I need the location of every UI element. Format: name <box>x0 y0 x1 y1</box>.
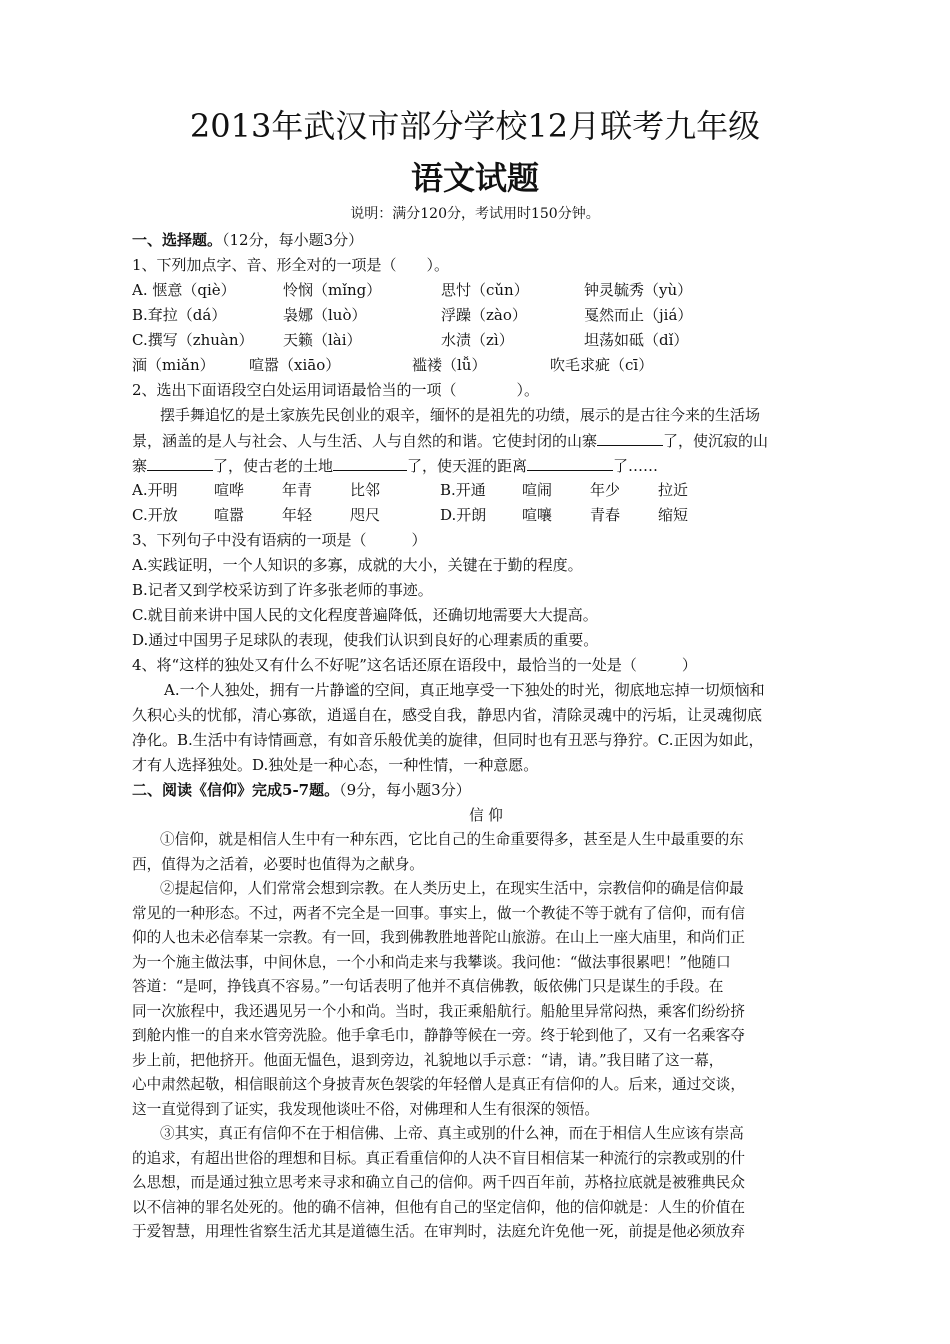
q1-c-item4: 坦荡如砥（dǐ） <box>584 331 689 349</box>
q1-option-row-a <box>132 278 840 303</box>
blank-1 <box>597 428 663 446</box>
article-body <box>132 828 840 1245</box>
q2-p3-d: 了…… <box>613 457 659 475</box>
q2-d-4: 缩短 <box>658 506 689 524</box>
article-line: 的追求，有超出世俗的理想和目标。真正看重信仰的人决不盲目相信某一种流行的宗教或别的什 <box>132 1149 745 1167</box>
article-line: 步上前，把他挤开。他面无愠色，退到旁边，礼貌地以手示意：“请，请。”我目睹了这一幕， <box>132 1051 724 1069</box>
section1-title: 一、选择题。 <box>132 231 223 249</box>
q1-a-item3: 思忖（cǔn） <box>441 281 529 299</box>
article-line: 这一直觉得到了证实，我发现他谈吐不俗，对佛理和人生有很深的领悟。 <box>132 1100 600 1118</box>
q3-option-d: D.通过中国男子足球队的表现，使我们认识到良好的心理素质的重要。 <box>132 631 599 649</box>
q1-a-item1: A. 惬意（qiè） <box>132 281 236 299</box>
q2-p3-a: 寨 <box>132 457 148 475</box>
q4-passage-line1: A.一个人独处，拥有一片静谧的空间，真正地享受一下独处的时光，彻底地忘掉一切烦恼和 <box>164 681 765 699</box>
q1-d-item2: 喧嚣（xiāo） <box>249 356 341 374</box>
article-title: 信 仰 <box>469 807 503 824</box>
q2-passage-line1: 摆手舞追忆的是土家族先民创业的艰辛，缅怀的是祖先的功绩，展示的是古往今来的生活场 <box>160 406 761 424</box>
section2-heading <box>132 778 840 803</box>
q2-b-2: 喧闹 <box>522 481 553 499</box>
q4-passage-line3: 净化。B.生活中有诗情画意，有如音乐般优美的旋律，但同时也有丑恶与狰狞。C.正因为如此， <box>132 731 764 749</box>
q4-passage-line2: 久积心头的忧郁，清心寡欲，逍遥自在，感受自我，静思内省，清除灵魂中的污垢，让灵魂彻底 <box>132 706 763 724</box>
q1-b-item3: 浮躁（zào） <box>441 306 527 324</box>
q2-d-2: 喧嚷 <box>522 506 553 524</box>
section2-title: 二、阅读《信仰》完成5-7题。 <box>132 781 340 799</box>
q1-b-item1: B.耷拉（dá） <box>132 306 227 324</box>
q2-d-3: 青春 <box>590 506 621 524</box>
q2-a-3: 年青 <box>282 481 313 499</box>
q1-d-item1: 湎（miǎn） <box>132 356 215 374</box>
q2-a-1: A.开明 <box>132 481 178 499</box>
article-line: ③其实，真正有信仰不在于相信佛、上帝、真主或别的什么神，而在于相信人生应该有崇高 <box>160 1125 744 1142</box>
q2-passage-line2-text: 景，涵盖的是人与社会、人与生活、人与自然的和谐。它使封闭的山寨 <box>132 432 598 450</box>
q1-c-item1: C.撰写（zhuàn） <box>132 331 254 349</box>
q2-p3-c: 了，使天涯的距离 <box>407 457 528 475</box>
q1-option-row-d <box>132 353 840 378</box>
q1-a-item2: 怜悯（mǐng） <box>283 281 382 299</box>
q1-d-item4: 吹毛求疵（cī） <box>550 356 654 374</box>
section2-score-note: （9分，每小题3分） <box>339 781 471 799</box>
article-line: 以不信神的罪名处死的。他的确不信神，但他有自己的坚定信仰，他的信仰就是：人生的价值在 <box>132 1198 745 1216</box>
q2-a-4: 比邻 <box>350 481 381 499</box>
article-line: 到舱内惟一的自来水管旁洗脸。他手拿毛巾，静静等候在一旁。终于轮到他了，又有一名乘客夺 <box>132 1027 745 1044</box>
q1-option-row-c <box>132 328 840 353</box>
q2-a-2: 喧哗 <box>214 481 245 499</box>
q4-stem: 4、将“这样的独处又有什么不好呢”这名话还原在语段中，最恰当的一处是（ ） <box>132 656 697 674</box>
q2-passage-line2-end: 了，使沉寂的山 <box>663 432 769 450</box>
q1-a-item4: 钟灵毓秀（yù） <box>584 281 693 299</box>
article-line: 答道：“是呵，挣钱真不容易。”一句话表明了他并不真信佛教，皈依佛门只是谋生的手段。在 <box>132 978 724 995</box>
article-line: 常见的一种形态。不过，两者不完全是一回事。事实上，做一个教徒不等于就有了信仰，而有信 <box>132 904 745 922</box>
q2-c-4: 咫尺 <box>350 506 381 524</box>
exam-title: 2013年武汉市部分学校12月联考九年级 <box>189 107 761 145</box>
section1-heading <box>132 228 840 253</box>
article-line: 西，值得为之活着，必要时也值得为之献身。 <box>132 855 424 873</box>
q2-p3-b: 了，使古老的土地 <box>213 457 334 475</box>
blank-4 <box>527 453 613 471</box>
blank-3 <box>333 453 407 471</box>
q1-stem: 1、下列加点字、音、形全对的一项是（ ）。 <box>132 256 450 274</box>
q2-options-ab <box>132 478 840 503</box>
q2-c-2: 喧嚣 <box>214 506 245 524</box>
q2-b-3: 年少 <box>590 481 621 499</box>
q2-options-cd <box>132 503 840 528</box>
q3-option-a: A.实践证明，一个人知识的多寡，成就的大小，关键在于勤的程度。 <box>132 556 583 574</box>
q3-option-b: B.记者又到学校采访到了许多张老师的事迹。 <box>132 581 433 599</box>
q3-stem: 3、下列句子中没有语病的一项是（ ） <box>132 531 427 549</box>
article-line: ②提起信仰，人们常常会想到宗教。在人类历史上，在现实生活中，宗教信仰的确是信仰最 <box>160 880 744 897</box>
q1-b-item2: 袅娜（luò） <box>283 306 367 324</box>
subject-title: 语文试题 <box>410 159 539 197</box>
q1-d-item3: 褴褛（lǚ） <box>412 356 487 374</box>
q2-passage-line3 <box>132 453 840 478</box>
section1-score-note: （12分，每小题3分） <box>222 231 364 249</box>
article-line: 么思想，而是通过独立思考来寻求和确立自己的信仰。两千四百年前，苏格拉底就是被雅典民众 <box>132 1174 745 1191</box>
article-line: 仰的人也未必信奉某一宗教。有一回，我到佛教胜地普陀山旅游。在山上一座大庙里，和尚们正 <box>132 929 745 946</box>
q2-c-3: 年轻 <box>282 506 313 524</box>
q2-b-1: B.开通 <box>440 481 486 499</box>
article-line: 同一次旅程中，我还遇见另一个小和尚。当时，我正乘船航行。船舱里异常闷热，乘客们纷纷挤 <box>132 1002 745 1020</box>
article-line: 心中肃然起敬，相信眼前这个身披青灰色袈裟的年轻僧人是真正有信仰的人。后来，通过交谈， <box>132 1076 745 1093</box>
article-line: ①信仰，就是相信人生中有一种东西，它比自己的生命重要得多，甚至是人生中最重要的东 <box>160 831 744 848</box>
q1-b-item4: 戛然而止（jiá） <box>584 306 693 324</box>
blank-2 <box>147 453 213 471</box>
q2-c-1: C.开放 <box>132 506 178 524</box>
q2-passage-line2 <box>132 428 840 453</box>
q2-b-4: 拉近 <box>658 481 689 499</box>
q3-option-c: C.就目前来讲中国人民的文化程度普遍降低，还确切地需要大大提高。 <box>132 606 598 624</box>
q1-c-item3: 水渍（zì） <box>441 331 514 349</box>
q4-passage-line4: 才有人选择独处。D.独处是一种心态，一种性情，一种意愿。 <box>132 756 539 774</box>
q1-option-row-b <box>132 303 840 328</box>
q2-d-1: D.开朗 <box>440 506 487 524</box>
article-line: 于爱智慧，用理性省察生活尤其是道德生活。在审判时，法庭允许免他一死，前提是他必须放弃 <box>132 1223 745 1240</box>
article-line: 为一个施主做法事，中间休息，一个小和尚走来与我攀谈。我问他：“做法事很累吧！”他随口 <box>132 953 731 971</box>
exam-body <box>132 228 840 1245</box>
exam-instructions: 说明：满分120分，考试用时150分钟。 <box>350 206 600 222</box>
q1-c-item2: 天籁（lài） <box>283 331 362 349</box>
q2-stem: 2、选出下面语段空白处运用词语最恰当的一项（ ）。 <box>132 381 540 399</box>
